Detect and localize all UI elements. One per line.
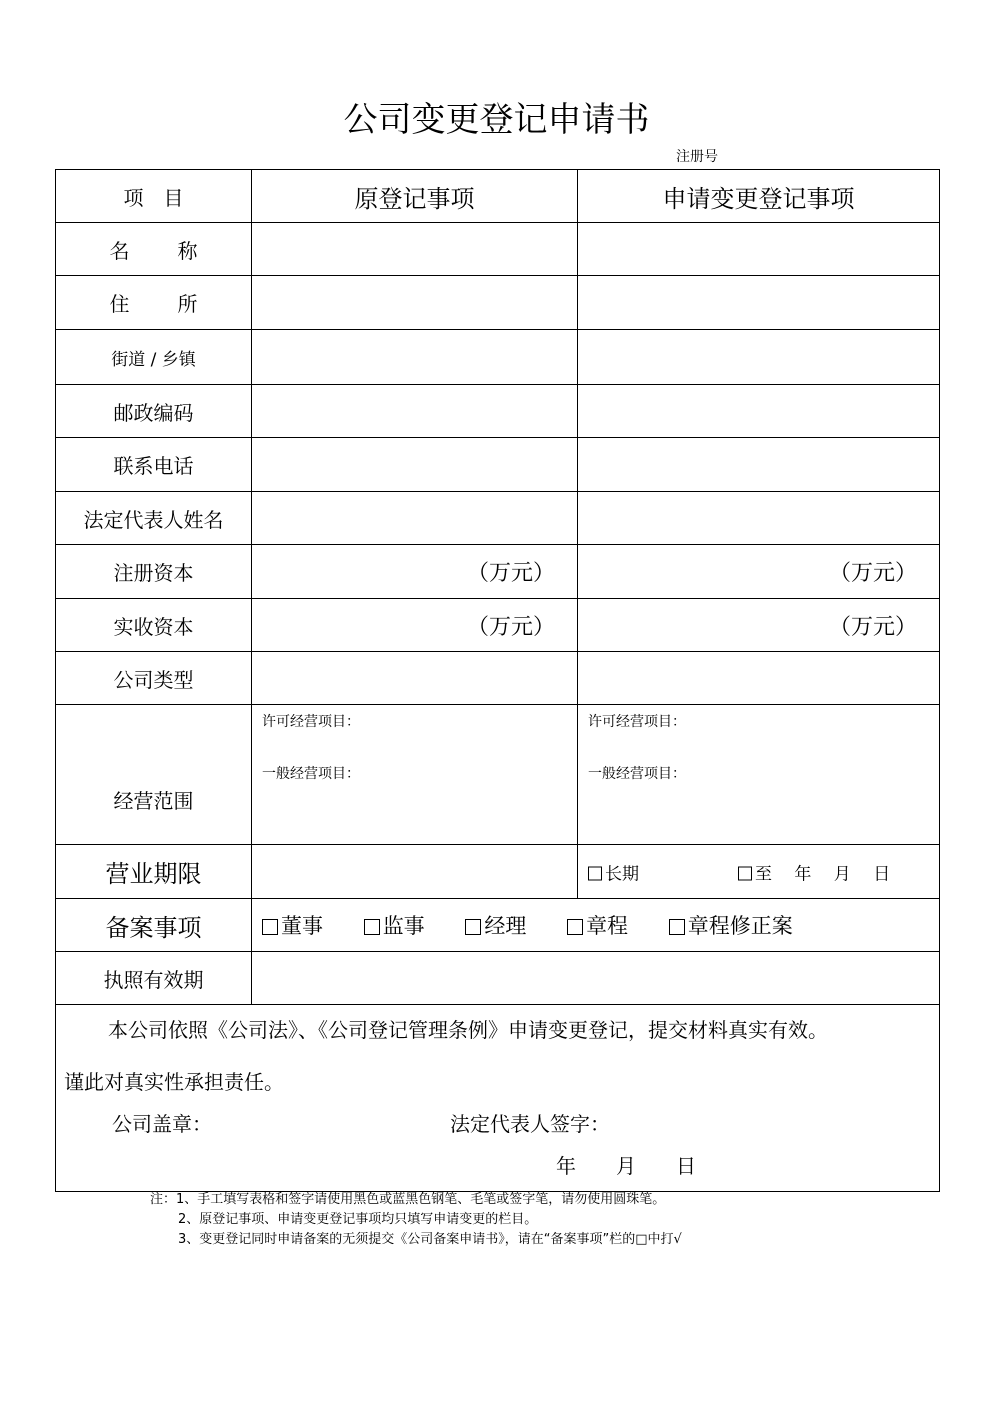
scope-change-field[interactable] (578, 705, 940, 845)
scope-general-label: 一般经营项目： (262, 766, 360, 782)
row-phone (56, 438, 940, 492)
filing-options (252, 899, 940, 952)
row-business-scope (56, 705, 940, 845)
row-paid-capital (56, 599, 940, 652)
street-original-field[interactable] (252, 330, 578, 385)
label-postcode: 邮政编码 (56, 385, 252, 438)
row-declaration (56, 1005, 940, 1192)
label-street: 街道 / 乡镇 (56, 330, 252, 385)
checkbox-icon[interactable] (588, 866, 602, 880)
row-street (56, 330, 940, 385)
declaration-line-2: 谨此对真实性承担责任。 (64, 1070, 284, 1094)
legal-rep-change-field[interactable] (578, 492, 940, 545)
declaration-line-1: 本公司依照《公司法》、《公司登记管理条例》申请变更登记，提交材料真实有效。 (108, 1018, 828, 1042)
scope-licensed-label: 许可经营项目： (262, 714, 360, 730)
row-business-term (56, 845, 940, 899)
checkbox-icon[interactable] (669, 919, 685, 935)
label-name: 名称 (56, 223, 252, 276)
label-filing-items: 备案事项 (56, 899, 252, 952)
name-change-field[interactable] (578, 223, 940, 276)
term-long-option[interactable]: 长期 (588, 859, 639, 884)
note-3: 3、变更登记同时申请备案的无须提交《公司备案申请书》，请在“备案事项”栏的□中打√ (178, 1232, 682, 1247)
checkbox-icon[interactable] (364, 919, 380, 935)
filing-option-supervisors[interactable]: 监事 (364, 914, 425, 938)
header-original: 原登记事项 (252, 170, 578, 223)
legal-rep-signature-label: 法定代表人签字： (450, 1112, 610, 1136)
checkbox-icon[interactable] (262, 919, 278, 935)
note-2: 2、原登记事项、申请变更登记事项均只填写申请变更的栏目。 (178, 1212, 538, 1227)
reg-capital-original-field[interactable]: （万元） (252, 545, 578, 599)
row-reg-capital (56, 545, 940, 599)
term-fixed-option[interactable]: 至 年 月 日 (738, 859, 890, 884)
filing-option-articles-amendment[interactable]: 章程修正案 (669, 914, 793, 938)
term-change-field (578, 845, 940, 899)
label-address: 住所 (56, 276, 252, 330)
paid-capital-original-field[interactable]: （万元） (252, 599, 578, 652)
company-seal-label: 公司盖章： (112, 1112, 212, 1136)
label-reg-capital: 注册资本 (56, 545, 252, 599)
declaration-block (56, 1005, 940, 1192)
license-validity-field[interactable] (252, 952, 940, 1005)
postcode-original-field[interactable] (252, 385, 578, 438)
label-legal-rep: 法定代表人姓名 (56, 492, 252, 545)
row-legal-rep (56, 492, 940, 545)
checkbox-icon[interactable] (465, 919, 481, 935)
company-type-change-field[interactable] (578, 652, 940, 705)
address-original-field[interactable] (252, 276, 578, 330)
application-form-table (55, 169, 940, 1192)
footnotes (150, 1190, 682, 1250)
label-business-term: 营业期限 (56, 845, 252, 899)
filing-option-directors[interactable]: 董事 (262, 914, 323, 938)
label-paid-capital: 实收资本 (56, 599, 252, 652)
filing-option-manager[interactable]: 经理 (465, 914, 526, 938)
phone-original-field[interactable] (252, 438, 578, 492)
filing-option-articles[interactable]: 章程 (567, 914, 628, 938)
phone-change-field[interactable] (578, 438, 940, 492)
term-original-field[interactable] (252, 845, 578, 899)
scope-licensed-label: 许可经营项目： (588, 714, 686, 730)
row-company-type (56, 652, 940, 705)
paid-capital-change-field[interactable]: （万元） (578, 599, 940, 652)
legal-rep-original-field[interactable] (252, 492, 578, 545)
row-license-validity (56, 952, 940, 1005)
name-original-field[interactable] (252, 223, 578, 276)
registration-number-label: 注册号 (676, 149, 718, 165)
scope-original-field[interactable] (252, 705, 578, 845)
note-1: 注：1、手工填写表格和签字请使用黑色或蓝黑色钢笔、毛笔或签字笔，请勿使用圆珠笔。 (150, 1192, 666, 1207)
checkbox-icon[interactable] (567, 919, 583, 935)
page-title: 公司变更登记申请书 (343, 100, 650, 140)
declaration-date: 年 月 日 (556, 1154, 696, 1178)
company-type-original-field[interactable] (252, 652, 578, 705)
table-header-row (56, 170, 940, 223)
row-filing-items (56, 899, 940, 952)
postcode-change-field[interactable] (578, 385, 940, 438)
street-change-field[interactable] (578, 330, 940, 385)
address-change-field[interactable] (578, 276, 940, 330)
label-license-validity: 执照有效期 (56, 952, 252, 1005)
row-name (56, 223, 940, 276)
row-postcode (56, 385, 940, 438)
label-business-scope: 经营范围 (56, 705, 252, 845)
header-item: 项 目 (56, 170, 252, 223)
label-phone: 联系电话 (56, 438, 252, 492)
scope-general-label: 一般经营项目： (588, 766, 686, 782)
checkbox-icon[interactable] (738, 866, 752, 880)
reg-capital-change-field[interactable]: （万元） (578, 545, 940, 599)
header-change: 申请变更登记事项 (578, 170, 940, 223)
row-address (56, 276, 940, 330)
label-company-type: 公司类型 (56, 652, 252, 705)
